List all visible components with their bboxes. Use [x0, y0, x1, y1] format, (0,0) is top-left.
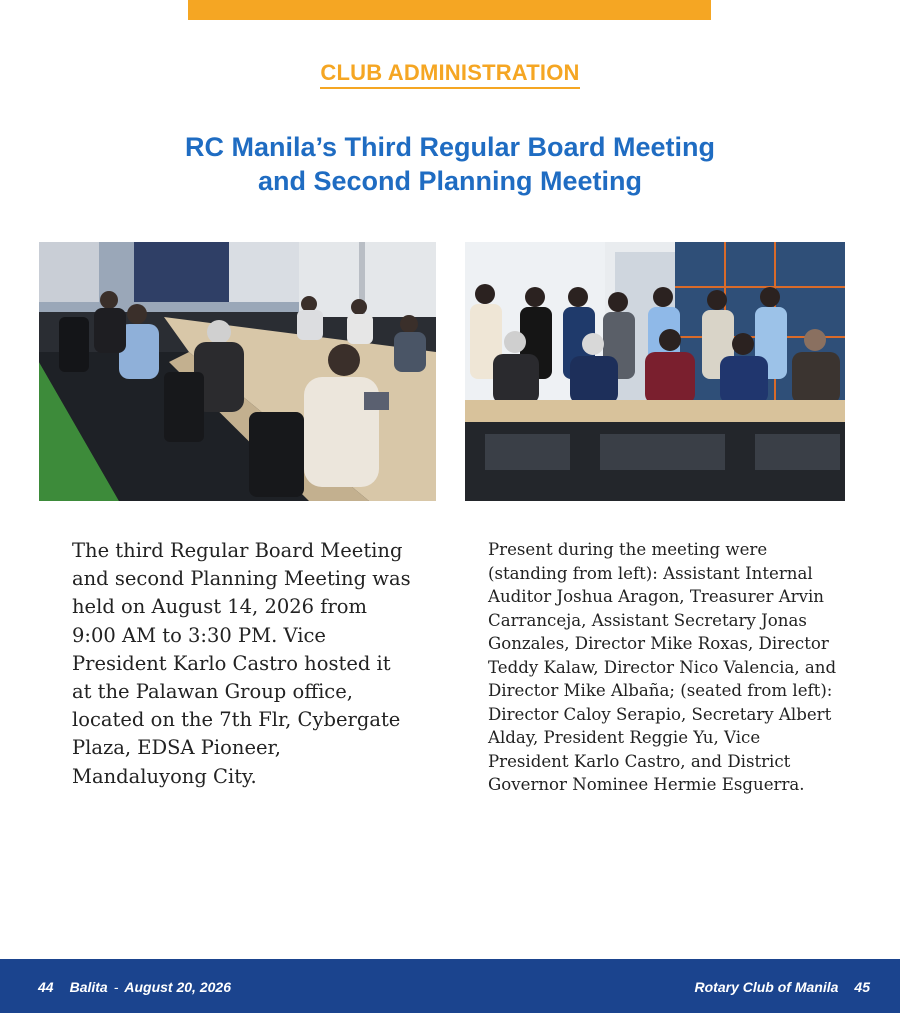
footer-left [38, 979, 231, 995]
footer-separator: - [113, 979, 119, 995]
article-headline [100, 130, 800, 198]
section-label [0, 60, 900, 89]
article-body-left: The third Regular Board Meeting and second Planning Meeting was held on August 14, 2026 from 9:00 AM to 3:30 PM. Vice President Karlo Castro hosted it at the Palawan Group office, located on the 7th Flr, Cybergate Plaza, EDSA Pioneer, Mandaluyong City. [72, 539, 411, 788]
page-footer [0, 959, 900, 1013]
photo-caption: Present during the meeting were (standing from left): Assistant Internal Auditor Joshua Aragon, Treasurer Arvin Carranceja, Assistant Secretary Jonas Gonzales, Director Mike Roxas, Director Teddy Kalaw, Director Nico Valencia, and Director Mike Albaña; (seated from left): Director Caloy Serapio, Secretary Albert Alday, President Reggie Yu, Vice President Karlo Castro, and District Governor Nominee Hermie Esguerra. [488, 540, 837, 794]
headline-line-2: and Second Planning Meeting [257, 166, 643, 196]
footer-right [695, 979, 870, 995]
top-accent-bar [188, 0, 711, 20]
left-page-number: 44 [38, 979, 54, 995]
headline-line-1: RC Manila’s Third Regular Board Meeting [184, 132, 716, 162]
meeting-photo [39, 242, 436, 501]
group-photo [465, 242, 845, 501]
publication-name: Balita [69, 979, 108, 995]
right-page-number: 45 [854, 979, 870, 995]
club-name: Rotary Club of Manila [694, 979, 839, 995]
section-label-text: CLUB ADMINISTRATION [320, 60, 579, 89]
publication-date: August 20, 2026 [124, 979, 231, 995]
